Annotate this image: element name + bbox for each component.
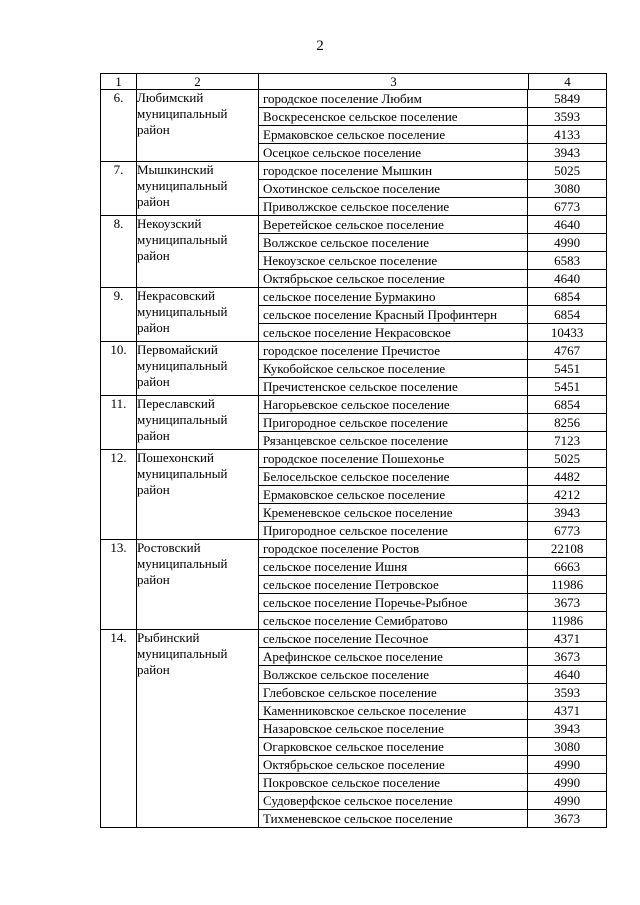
settlement-value: 7123	[554, 433, 581, 448]
settlement-value: 8256	[554, 415, 581, 430]
settlement-value: 22108	[550, 541, 584, 556]
district-name: Некоузский муниципальный район	[137, 216, 259, 288]
settlement-row	[259, 180, 606, 198]
settlement-name: сельское поселение Красный Профинтерн	[259, 306, 528, 323]
settlement-row	[259, 756, 606, 774]
settlement-row	[259, 666, 606, 684]
settlement-name: Назаровское сельское поселение	[259, 720, 528, 737]
table-row	[101, 162, 607, 216]
settlement-row	[259, 648, 606, 666]
settlement-value: 3673	[554, 649, 581, 664]
settlement-name: Рязанцевское сельское поселение	[259, 432, 528, 449]
settlement-value: 5849	[554, 91, 581, 106]
settlement-list	[259, 630, 607, 828]
settlement-name: Волжское сельское поселение	[259, 234, 528, 251]
settlement-list	[259, 342, 607, 396]
settlement-name: Октябрьское сельское поселение	[259, 270, 528, 287]
settlement-value: 5025	[554, 163, 581, 178]
settlement-row	[259, 252, 606, 270]
settlement-name: Пригородное сельское поселение	[259, 414, 528, 431]
settlement-name: сельское поселение Петровское	[259, 576, 528, 593]
page-number: 2	[316, 38, 324, 54]
settlement-value: 11986	[551, 613, 584, 628]
settlement-row	[259, 774, 606, 792]
settlement-row	[259, 792, 606, 810]
row-number: 10.	[101, 342, 137, 396]
settlement-value: 3673	[554, 595, 581, 610]
settlement-value: 5025	[554, 451, 581, 466]
settlement-row	[259, 414, 606, 432]
settlement-value: 3943	[554, 145, 581, 160]
settlement-row	[259, 342, 606, 360]
row-number: 14.	[101, 630, 137, 828]
settlement-name: Кременевское сельское поселение	[259, 504, 528, 521]
settlement-list	[259, 396, 607, 450]
header-col-1: 1	[101, 74, 137, 90]
table-row	[101, 342, 607, 396]
settlement-value: 4371	[554, 631, 581, 646]
settlement-name: Тихменевское сельское поселение	[259, 810, 528, 827]
settlement-name: городское поселение Мышкин	[259, 162, 528, 179]
settlement-name: Ермаковское сельское поселение	[259, 486, 528, 503]
district-name: Любимский муниципальный район	[137, 90, 259, 162]
settlement-row	[259, 324, 606, 341]
table-row	[101, 540, 607, 630]
settlement-name: сельское поселение Некрасовское	[259, 324, 528, 341]
settlement-value: 3080	[554, 739, 581, 754]
settlement-row	[259, 270, 606, 287]
settlement-row	[259, 360, 606, 378]
settlement-name: Осецкое сельское поселение	[259, 144, 528, 161]
settlement-name: Веретейское сельское поселение	[259, 216, 528, 233]
settlement-list	[259, 288, 607, 342]
settlement-name: Охотинское сельское поселение	[259, 180, 528, 197]
row-number: 11.	[101, 396, 137, 450]
settlement-row	[259, 432, 606, 449]
settlement-value: 4371	[554, 703, 581, 718]
settlement-value: 4990	[554, 235, 581, 250]
settlement-value: 4482	[554, 469, 581, 484]
settlement-value: 6583	[554, 253, 581, 268]
district-name: Ростовский муниципальный район	[137, 540, 259, 630]
header-col-4: 4	[529, 74, 607, 90]
district-name: Мышкинский муниципальный район	[137, 162, 259, 216]
table-row	[101, 396, 607, 450]
settlement-value: 3943	[554, 721, 581, 736]
settlement-name: Глебовское сельское поселение	[259, 684, 528, 701]
row-number: 12.	[101, 450, 137, 540]
settlement-name: Некоузское сельское поселение	[259, 252, 528, 269]
settlement-row	[259, 720, 606, 738]
settlement-name: Пречистенское сельское поселение	[259, 378, 528, 395]
settlement-value: 4640	[554, 271, 581, 286]
settlement-row	[259, 684, 606, 702]
table-row	[101, 630, 607, 828]
settlement-row	[259, 450, 606, 468]
settlement-row	[259, 504, 606, 522]
settlement-value: 5451	[554, 379, 581, 394]
settlement-value: 4640	[554, 667, 581, 682]
table-body	[101, 74, 607, 828]
header-col-2: 2	[137, 74, 259, 90]
settlement-row	[259, 378, 606, 395]
settlement-value: 3673	[554, 811, 581, 826]
district-name: Некрасовский муниципальный район	[137, 288, 259, 342]
settlement-row	[259, 144, 606, 161]
settlement-name: Воскресенское сельское поселение	[259, 108, 528, 125]
settlement-name: Волжское сельское поселение	[259, 666, 528, 683]
settlement-name: Пригородное сельское поселение	[259, 522, 528, 539]
settlement-list	[259, 450, 607, 540]
settlement-name: Ермаковское сельское поселение	[259, 126, 528, 143]
table-row	[101, 450, 607, 540]
settlement-row	[259, 576, 606, 594]
settlement-list	[259, 90, 607, 162]
settlement-name: сельское поселение Семибратово	[259, 612, 528, 629]
settlement-value: 6773	[554, 523, 581, 538]
settlement-row	[259, 810, 606, 827]
settlement-row	[259, 594, 606, 612]
settlement-value: 3593	[554, 685, 581, 700]
settlement-name: городское поселение Пошехонье	[259, 450, 528, 467]
settlement-value: 6663	[554, 559, 581, 574]
row-number: 9.	[101, 288, 137, 342]
settlement-value: 6773	[554, 199, 581, 214]
settlement-value: 6854	[554, 307, 581, 322]
settlement-value: 4990	[554, 775, 581, 790]
settlement-value: 3080	[554, 181, 581, 196]
settlement-name: сельское поселение Песочное	[259, 630, 528, 647]
settlement-value: 6854	[554, 289, 581, 304]
settlement-row	[259, 612, 606, 629]
settlement-name: Приволжское сельское поселение	[259, 198, 528, 215]
table-row	[101, 90, 607, 162]
settlement-value: 10433	[550, 325, 584, 340]
settlement-list	[259, 162, 607, 216]
settlement-row	[259, 558, 606, 576]
settlement-value: 3593	[554, 109, 581, 124]
settlement-value: 5451	[554, 361, 581, 376]
settlement-name: сельское поселение Бурмакино	[259, 288, 528, 305]
settlement-row	[259, 702, 606, 720]
settlement-value: 4990	[554, 757, 581, 772]
settlement-value: 4990	[554, 793, 581, 808]
settlement-row	[259, 540, 606, 558]
settlement-name: Октябрьское сельское поселение	[259, 756, 528, 773]
table-row	[101, 288, 607, 342]
settlement-name: городское поселение Ростов	[259, 540, 528, 557]
district-name: Пошехонский муниципальный район	[137, 450, 259, 540]
settlement-name: Арефинское сельское поселение	[259, 648, 528, 665]
row-number: 13.	[101, 540, 137, 630]
settlement-value: 3943	[554, 505, 581, 520]
settlement-value: 4133	[554, 127, 581, 142]
settlement-name: Огарковское сельское поселение	[259, 738, 528, 755]
settlement-row	[259, 108, 606, 126]
settlement-row	[259, 522, 606, 539]
settlement-name: городское поселение Пречистое	[259, 342, 528, 359]
settlement-list	[259, 216, 607, 288]
district-name: Переславский муниципальный район	[137, 396, 259, 450]
row-number: 6.	[101, 90, 137, 162]
settlement-name: Нагорьевское сельское поселение	[259, 396, 528, 413]
settlement-name: Белосельское сельское поселение	[259, 468, 528, 485]
settlement-name: городское поселение Любим	[259, 90, 528, 107]
settlement-row	[259, 234, 606, 252]
settlement-name: сельское поселение Поречье-Рыбное	[259, 594, 528, 611]
settlement-value: 4212	[554, 487, 581, 502]
settlement-row	[259, 198, 606, 215]
settlement-value: 6854	[554, 397, 581, 412]
district-name: Первомайский муниципальный район	[137, 342, 259, 396]
settlement-row	[259, 396, 606, 414]
settlement-row	[259, 306, 606, 324]
settlement-name: Покровское сельское поселение	[259, 774, 528, 791]
settlement-row	[259, 738, 606, 756]
settlement-value: 11986	[551, 577, 584, 592]
table-row	[101, 216, 607, 288]
row-number: 8.	[101, 216, 137, 288]
settlement-row	[259, 288, 606, 306]
settlement-row	[259, 486, 606, 504]
settlements-table	[100, 73, 607, 828]
settlement-name: сельское поселение Ишня	[259, 558, 528, 575]
settlement-name: Каменниковское сельское поселение	[259, 702, 528, 719]
header-col-3: 3	[259, 74, 529, 90]
settlement-name: Кукобойское сельское поселение	[259, 360, 528, 377]
settlement-row	[259, 126, 606, 144]
settlement-list	[259, 540, 607, 630]
settlement-value: 4767	[554, 343, 581, 358]
settlement-row	[259, 468, 606, 486]
row-number: 7.	[101, 162, 137, 216]
district-name: Рыбинский муниципальный район	[137, 630, 259, 828]
settlement-row	[259, 162, 606, 180]
settlement-name: Судоверфское сельское поселение	[259, 792, 528, 809]
settlement-row	[259, 630, 606, 648]
settlement-row	[259, 90, 606, 108]
settlement-row	[259, 216, 606, 234]
settlement-value: 4640	[554, 217, 581, 232]
table-header-row	[101, 74, 607, 90]
